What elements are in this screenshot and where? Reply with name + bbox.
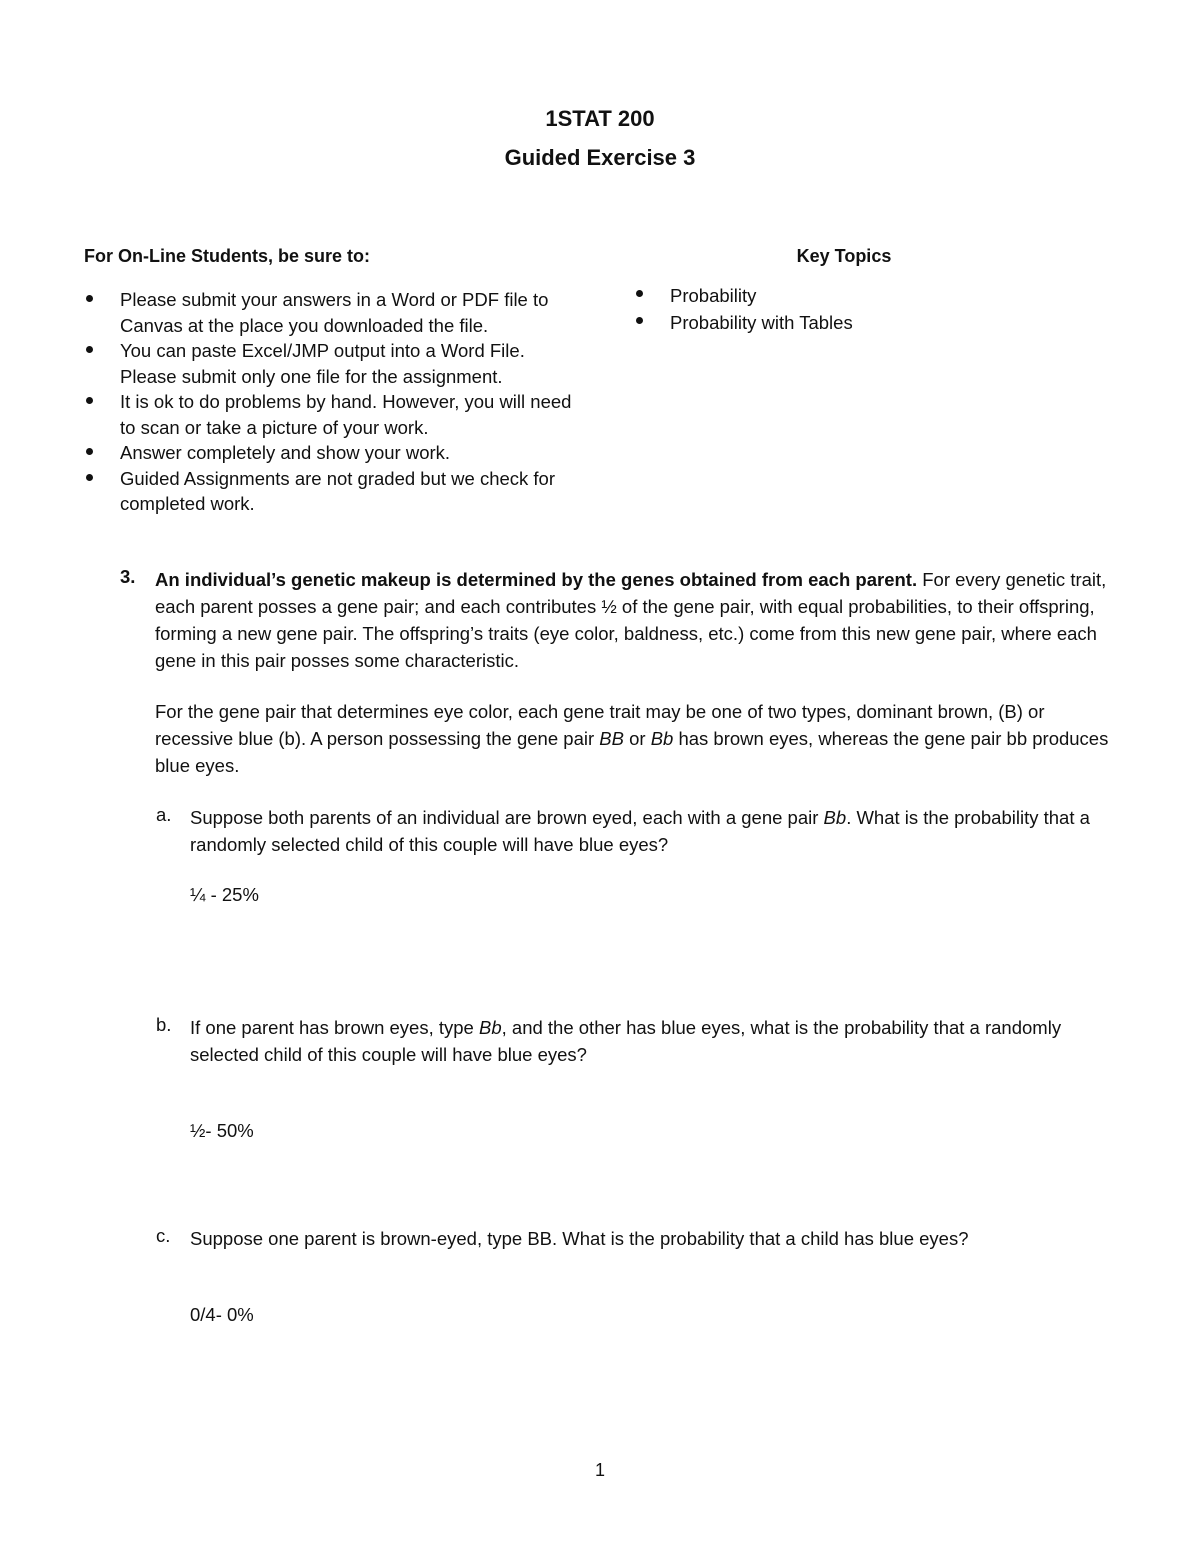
key-topics-list bbox=[634, 282, 1074, 336]
answer-a: ¼ - 25% bbox=[190, 884, 259, 905]
bullet-icon bbox=[86, 397, 93, 404]
instruction-text: Please submit your answers in a Word or PDF file to Canvas at the place you downloaded the file. bbox=[120, 289, 549, 336]
genotype-Bb: Bb bbox=[650, 728, 674, 749]
instructions-heading: For On-Line Students, be sure to: bbox=[84, 246, 371, 266]
key-topics-heading: Key Topics bbox=[796, 246, 892, 266]
genotype-BB: BB bbox=[599, 728, 624, 749]
question-lead-text: For every genetic trait, each parent posses a gene pair; and each contributes ½ of the gene pair, with equal probabilities, to their offspring, forming a new gene pair. The offspring’s traits (eye color, baldness, etc.) come from this new gene pair, where each gene in this pair posses some characteristic. bbox=[155, 569, 1107, 671]
part-text: . What is the probability that a randomly selected child of this couple will have blue eyes? bbox=[190, 807, 1090, 855]
course-title: 1STAT 200 bbox=[545, 106, 655, 131]
answer-b: ½- 50% bbox=[190, 1120, 254, 1141]
bullet-icon bbox=[636, 317, 643, 324]
part-c bbox=[156, 1225, 1116, 1252]
instruction-item bbox=[84, 466, 584, 517]
page-number: 1 bbox=[594, 1460, 605, 1480]
answer-c: 0/4- 0% bbox=[190, 1304, 254, 1325]
question-3 bbox=[120, 566, 1120, 779]
question-number: 3. bbox=[120, 566, 136, 587]
context-text: or bbox=[623, 728, 651, 749]
bullet-icon bbox=[86, 346, 93, 353]
instructions-list bbox=[84, 287, 584, 517]
instructions-section bbox=[84, 246, 584, 517]
context-text: has brown eyes, whereas the gene pair bb produces blue eyes. bbox=[155, 728, 1109, 776]
bullet-icon bbox=[636, 290, 643, 297]
part-letter: a. bbox=[156, 804, 172, 825]
topic-item bbox=[634, 282, 1074, 309]
instruction-item bbox=[84, 338, 584, 389]
part-letter: b. bbox=[156, 1014, 172, 1035]
instruction-text: Guided Assignments are not graded but we check for completed work. bbox=[120, 467, 556, 514]
instruction-item bbox=[84, 440, 584, 466]
assignment-title: Guided Exercise 3 bbox=[504, 145, 696, 170]
instruction-item bbox=[84, 389, 584, 440]
genotype-Bb: Bb bbox=[478, 1017, 502, 1038]
part-letter: c. bbox=[156, 1225, 171, 1246]
part-text: , and the other has blue eyes, what is the probability that a randomly selected child of this couple will have blue eyes? bbox=[190, 1017, 1062, 1065]
bullet-icon bbox=[86, 474, 93, 481]
part-a-text bbox=[190, 804, 1116, 858]
bullet-icon bbox=[86, 295, 93, 302]
part-b-text bbox=[190, 1014, 1116, 1068]
question-lead-bold: An individual’s genetic makeup is determined by the genes obtained from each parent. bbox=[155, 569, 918, 590]
context-text: For the gene pair that determines eye color, each gene trait may be one of two types, dominant brown, (B) or recessive blue (b). A person possessing the gene pair bbox=[155, 701, 1045, 749]
genotype-Bb: Bb bbox=[823, 807, 847, 828]
key-topics-section bbox=[634, 246, 1074, 336]
topic-item bbox=[634, 309, 1074, 336]
part-c-text: Suppose one parent is brown-eyed, type BB. What is the probability that a child has blue eyes? bbox=[190, 1228, 969, 1249]
topic-text: Probability with Tables bbox=[670, 312, 853, 333]
part-text: If one parent has brown eyes, type bbox=[190, 1017, 479, 1038]
question-intro bbox=[155, 566, 1120, 674]
instruction-text: It is ok to do problems by hand. However, you will need to scan or take a picture of your work. bbox=[120, 391, 572, 438]
part-text: Suppose both parents of an individual are brown eyed, each with a gene pair bbox=[190, 807, 824, 828]
bullet-icon bbox=[86, 448, 93, 455]
instruction-text: You can paste Excel/JMP output into a Word File. Please submit only one file for the assignment. bbox=[120, 340, 525, 387]
part-a bbox=[156, 804, 1116, 858]
part-b bbox=[156, 1014, 1116, 1068]
instruction-text: Answer completely and show your work. bbox=[120, 442, 451, 463]
question-context bbox=[155, 698, 1120, 779]
topic-text: Probability bbox=[670, 285, 757, 306]
instruction-item bbox=[84, 287, 584, 338]
